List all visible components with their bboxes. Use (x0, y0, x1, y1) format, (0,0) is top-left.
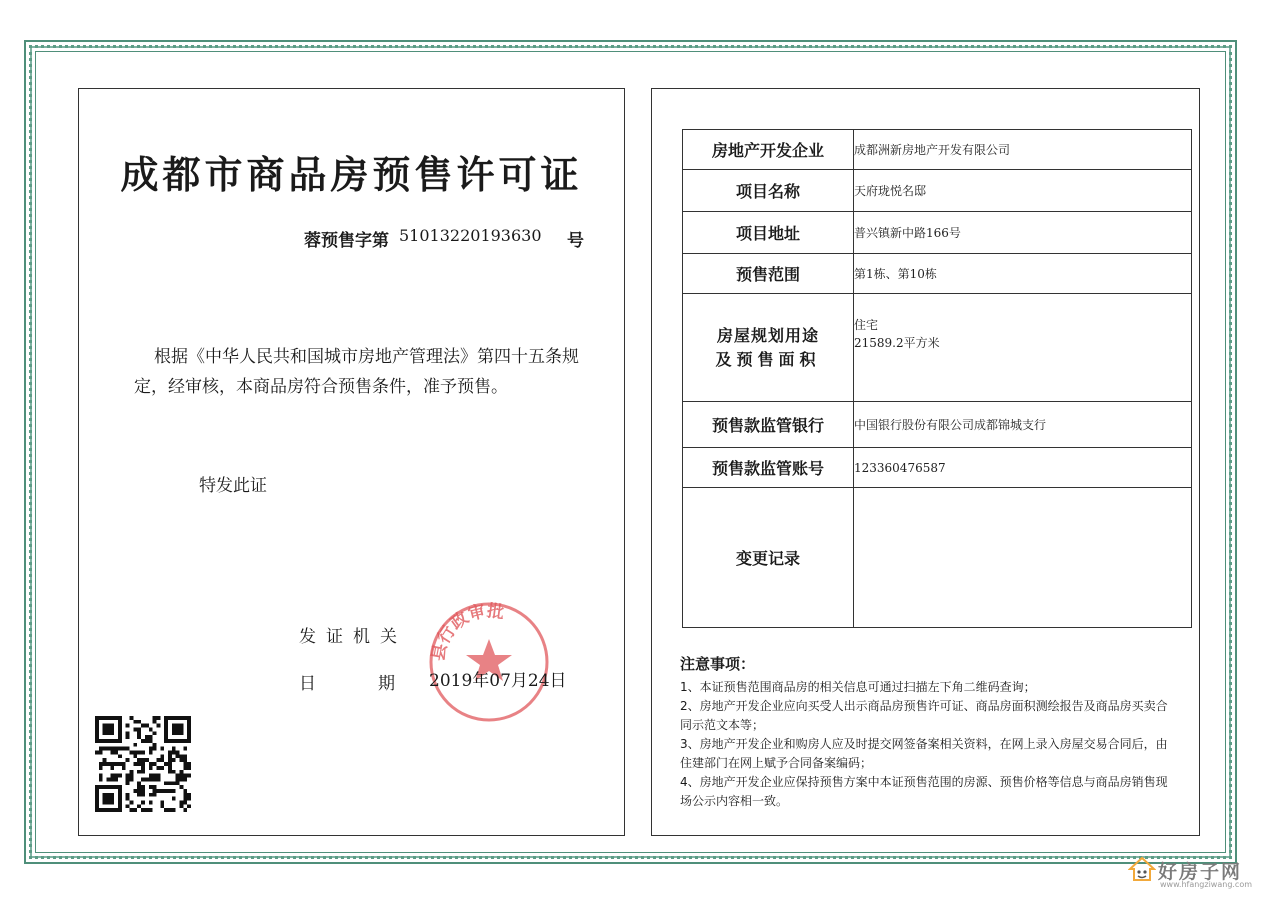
table-row (683, 170, 1192, 212)
usage-value: 住宅 (854, 318, 879, 332)
developer-label: 房地产开发企业 (683, 130, 854, 170)
usage-area-value (854, 294, 1192, 402)
date-label-char-1: 日 (299, 674, 316, 694)
issue-date: 2019年07月24日 (429, 671, 567, 691)
permit-info-table (682, 129, 1192, 628)
table-row (683, 402, 1192, 448)
permit-label: 蓉预售字第 (304, 231, 389, 251)
note-item: 2、房地产开发企业应向买受人出示商品房预售许可证、商品房面积测绘报告及商品房买卖合同示范文本等； (680, 699, 1168, 732)
usage-area-label-line2: 及预售面积 (715, 349, 821, 369)
table-row (683, 130, 1192, 170)
project-address-value: 普兴镇新中路166号 (854, 212, 1192, 254)
left-panel (78, 88, 625, 836)
notes-title: 注意事项： (680, 655, 756, 673)
supervising-bank-label: 预售款监管银行 (683, 402, 854, 448)
qr-code-icon[interactable] (95, 716, 191, 812)
supervising-bank-value: 中国银行股份有限公司成都锦城支行 (854, 402, 1192, 448)
date-label-char-2: 期 (378, 674, 395, 694)
permit-number: 51013220193630 (399, 226, 542, 245)
issuer-label: 发证机关 (299, 627, 407, 647)
project-name-label: 项目名称 (683, 170, 854, 212)
supervising-account-label: 预售款监管账号 (683, 448, 854, 488)
table-row (683, 448, 1192, 488)
right-panel (651, 88, 1200, 836)
date-label (299, 669, 395, 694)
table-row (683, 488, 1192, 628)
side-watermark (28, 690, 68, 850)
seal-text: 县行政审批 (428, 601, 506, 663)
brand-url: www.hfangziwang.com (1160, 880, 1253, 889)
project-address-label: 项目地址 (683, 212, 854, 254)
official-seal-icon (424, 597, 554, 727)
note-item: 4、房地产开发企业应保持预售方案中本证预售范围的房源、预售价格等信息与商品房销售现场公示内容相一致。 (680, 775, 1168, 808)
notes-section (680, 655, 1175, 811)
house-logo-icon (1128, 855, 1156, 883)
note-item: 1、本证预售范围商品房的相关信息可通过扫描左下角二维码查询； (680, 680, 1036, 694)
table-row (683, 254, 1192, 294)
presale-scope-value: 第1栋、第10栋 (854, 254, 1192, 294)
project-name-value: 天府珑悦名邸 (854, 170, 1192, 212)
certificate-title: 成都市商品房预售许可证 (120, 153, 583, 197)
special-issue-text: 特发此证 (199, 476, 267, 496)
brand-name: 好房子网 (1158, 861, 1243, 883)
change-record-value (854, 488, 1192, 628)
presale-scope-label: 预售范围 (683, 254, 854, 294)
usage-area-label (683, 294, 854, 402)
note-item: 3、房地产开发企业和购房人应及时提交网签备案相关资料，在网上录入房屋交易合同后，由住建部门在网上赋予合同备案编码； (680, 737, 1168, 770)
area-value: 21589.2平方米 (854, 336, 940, 350)
change-record-label: 变更记录 (683, 488, 854, 628)
permit-suffix: 号 (567, 231, 584, 251)
developer-value: 成都洲新房地产开发有限公司 (854, 130, 1192, 170)
approval-text: 根据《中华人民共和国城市房地产管理法》第四十五条规定，经审核，本商品房符合预售条件，准予预售。 (134, 347, 579, 397)
table-row (683, 212, 1192, 254)
supervising-account-value: 123360476587 (854, 448, 1192, 488)
table-row (683, 294, 1192, 402)
usage-area-label-line1: 房屋规划用途 (716, 325, 819, 345)
